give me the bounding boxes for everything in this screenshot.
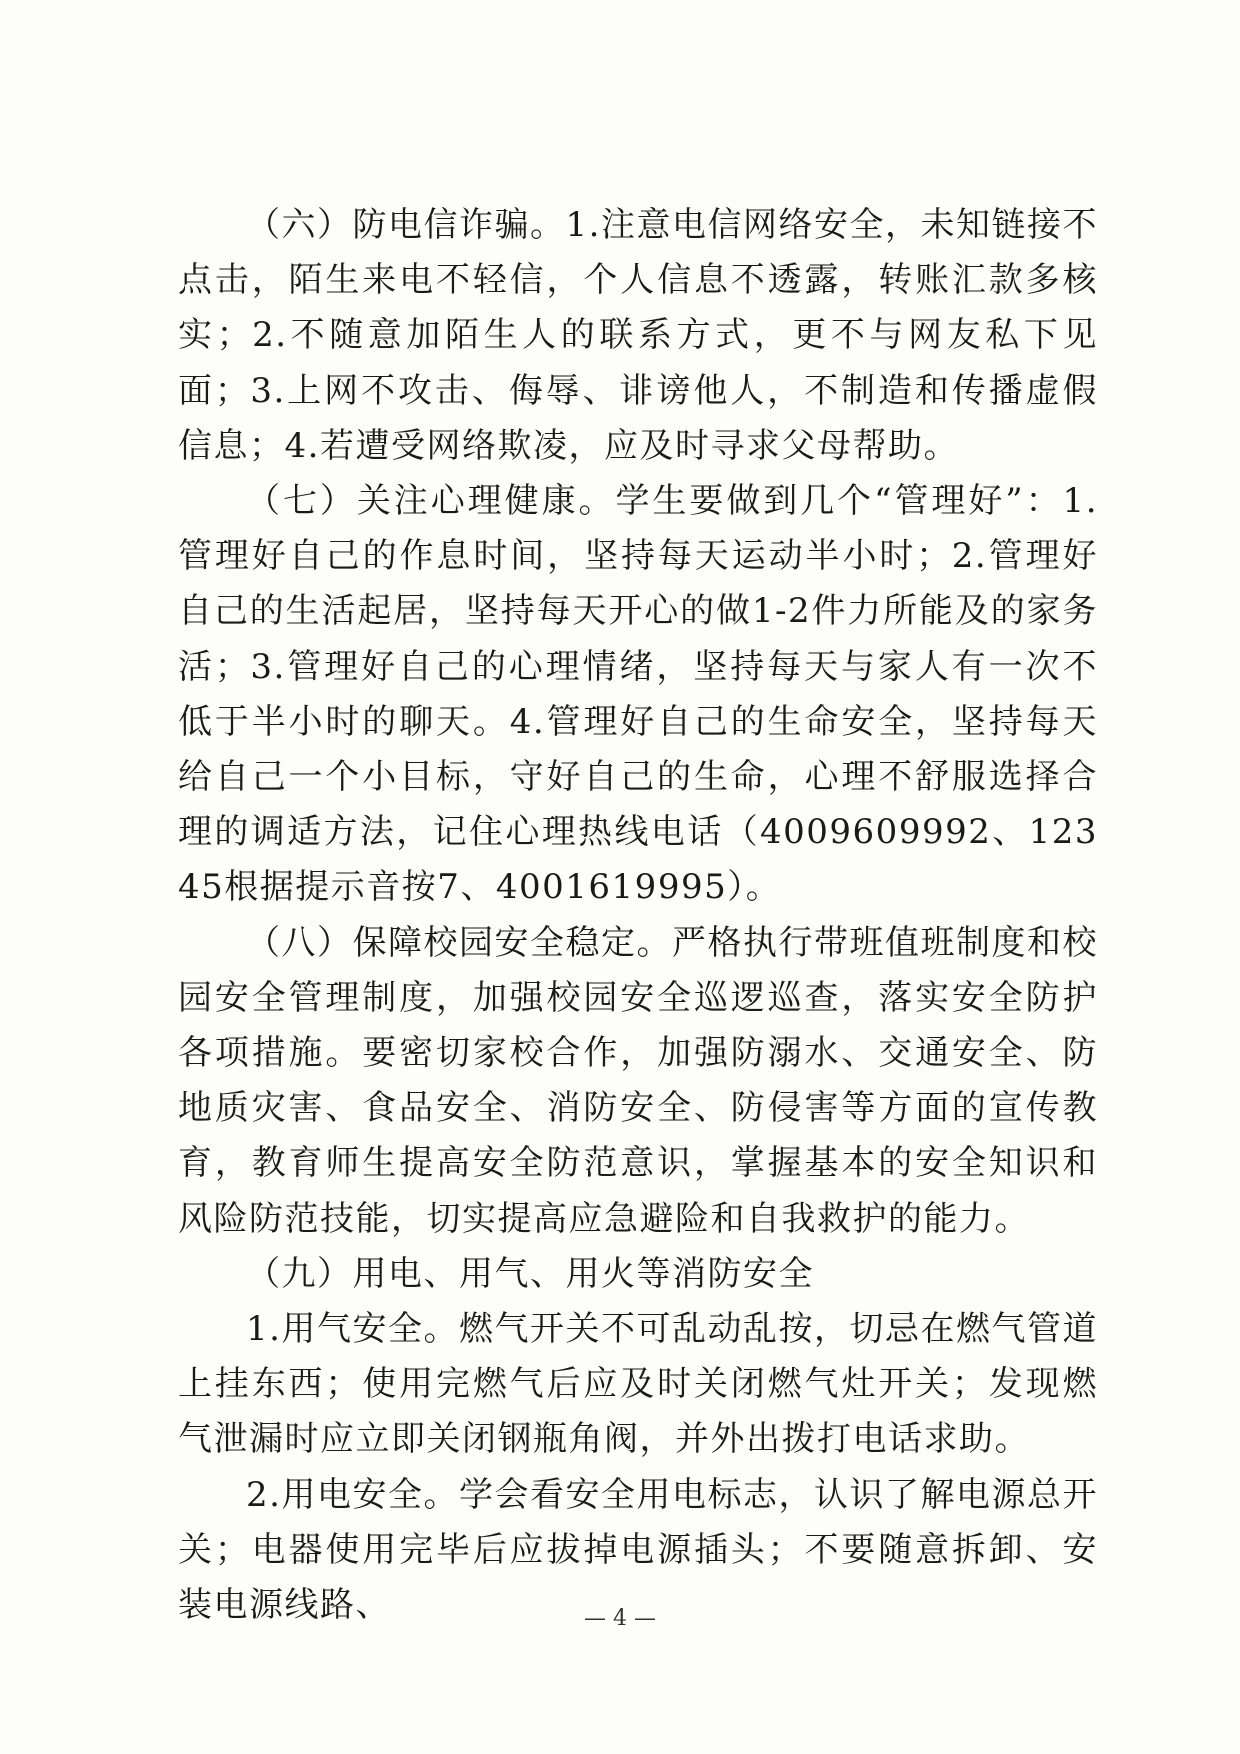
paragraph-mental-health: （七）关注心理健康。学生要做到几个“管理好”：1.管理好自己的作息时间，坚持每天运动半小时；2.管理好自己的生活起居，坚持每天开心的做1-2件力所能及的家务活；3.管理好自己的心理情绪，坚持每天与家人有一次不低于半小时的聊天。4.管理好自己的生命安全，坚持每天给自己一个小目标，守好自己的生命，心理不舒服选择合理的调适方法，记住心理热线电话（4009609992、12345根据提示音按7、4001619995）。 xyxy=(178,481,1098,908)
paragraph-anti-telecom-fraud: （六）防电信诈骗。1.注意电信网络安全，未知链接不点击，陌生来电不轻信，个人信息不透露，转账汇款多核实；2.不随意加陌生人的联系方式，更不与网友私下见面；3.上网不攻击、侮辱、诽谤他人，不制造和传播虚假信息；4.若遭受网络欺凌，应及时寻求父母帮助。 xyxy=(178,205,1098,466)
paragraph-campus-safety: （八）保障校园安全稳定。严格执行带班值班制度和校园安全管理制度，加强校园安全巡逻巡查，落实安全防护各项措施。要密切家校合作，加强防溺水、交通安全、防地质灾害、食品安全、消防安全、防侵害等方面的宣传教育，教育师生提高安全防范意识，掌握基本的安全知识和风险防范技能，切实提高应急避险和自我救护的能力。 xyxy=(178,922,1098,1239)
paragraph-fire-safety-heading: （九）用电、用气、用火等消防安全 xyxy=(246,1253,814,1294)
page-number: — 4 — xyxy=(584,1606,656,1631)
paragraph-electricity-safety: 2.用电安全。学会看安全用电标志，认识了解电源总开关；电器使用完毕后应拔掉电源插头；不要随意拆卸、安装电源线路、 xyxy=(178,1474,1098,1626)
paragraph-gas-safety: 1.用气安全。燃气开关不可乱动乱按，切忌在燃气管道上挂东西；使用完燃气后应及时关闭燃气灶开关；发现燃气泄漏时应立即关闭钢瓶角阀，并外出拨打电话求助。 xyxy=(178,1309,1098,1460)
document-body xyxy=(178,198,1098,1633)
